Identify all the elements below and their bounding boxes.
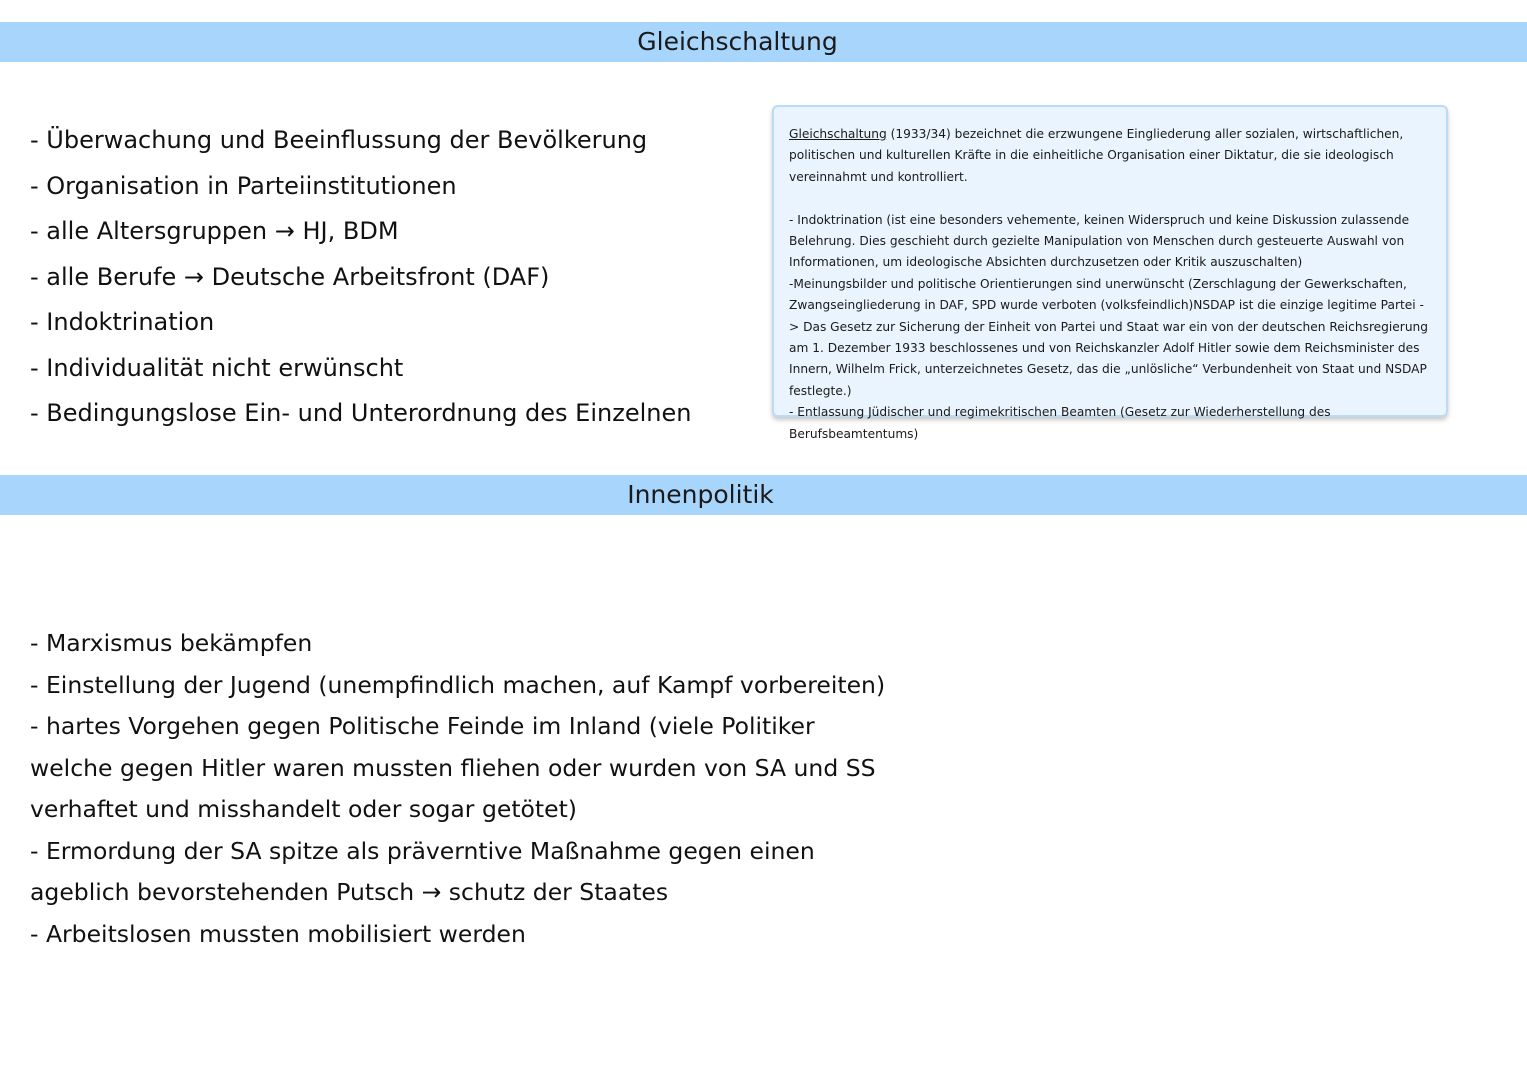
section-header-innenpolitik (0, 475, 1527, 515)
definition-box (772, 105, 1448, 441)
section-title: Gleichschaltung (637, 27, 838, 56)
list-item: - alle Altersgruppen → HJ, BDM (30, 217, 399, 245)
info-point: -Meinungsbilder und politische Orientierungen sind unerwünscht (Zerschlagung der Gewerkschaften, Zwangseingliederung in DAF, SPD wurde verboten (volksfeindlich)NSDAP ist die einzige legitime Partei - > Das Gesetz zur Sicherung der Einheit von Partei und Staat war ein von der deutschen Reichsregierung am 1. Dezember 1933 beschlossenes und von Reichskanzler Adolf Hitler sowie dem Reichsminister des Innern, Wilhelm Frick, unterzeichnetes Gesetz, das die „unlösliche“ Verbundenheit von Staat und NSDAP festlegte.) (789, 276, 1428, 398)
list-item: - Individualität nicht erwünscht (30, 353, 404, 382)
list-item: - Bedingungslose Ein- und Unterordnung des Einzelnen (30, 399, 692, 427)
gleichschaltung-list (30, 118, 691, 437)
info-point: - Indoktrination (ist eine besonders vehemente, keinen Widerspruch und keine Diskussion zulassende Belehrung. Dies geschieht durch gezielte Manipulation von Menschen durch gesteuerte Auswahl von Informationen, um ideologische Absichten durchzusetzen oder Kritik auszuschalten) (789, 212, 1410, 270)
list-item: - alle Berufe → Deutsche Arbeitsfront (DAF) (30, 262, 550, 291)
section-title: Innenpolitik (627, 480, 774, 509)
definition-paragraph (789, 124, 1432, 188)
list-item: - Überwachung und Beeinflussung der Bevölkerung (30, 126, 648, 154)
info-point: - Entlassung Jüdischer und regimekritischen Beamten (Gesetz zur Wiederherstellung des Berufsbeamtentums) (789, 405, 1331, 441)
innenpolitik-list (30, 623, 890, 955)
section-header-gleichschaltung (0, 22, 1527, 62)
list-item: - Indoktrination (30, 308, 215, 336)
definition-term: Gleichschaltung (789, 127, 887, 141)
list-item: - Marxismus bekämpfen (30, 629, 313, 657)
list-item: - Einstellung der Jugend (unempfindlich machen, auf Kampf vorbereiten) (30, 670, 886, 699)
definition-text: (1933/34) bezeichnet die erzwungene Eingliederung aller sozialen, wirtschaftlichen, politischen und kulturellen Kräfte in die einheitliche Organisation einer Diktatur, die sie ideologisch vereinnahmt und kontrolliert. (789, 127, 1404, 184)
list-item: - Organisation in Parteiinstitutionen (30, 171, 457, 200)
list-item: - hartes Vorgehen gegen Politische Feinde im Inland (viele Politiker welche gegen Hitler waren mussten fliehen oder wurden von SA und SS verhaftet und misshandelt oder sogar getötet) (30, 712, 876, 823)
list-item: - Arbeitslosen mussten mobilisiert werden (30, 919, 526, 948)
list-item: - Ermordung der SA spitze als präverntive Maßnahme gegen einen ageblich bevorstehenden Putsch → schutz der Staates (30, 836, 815, 906)
